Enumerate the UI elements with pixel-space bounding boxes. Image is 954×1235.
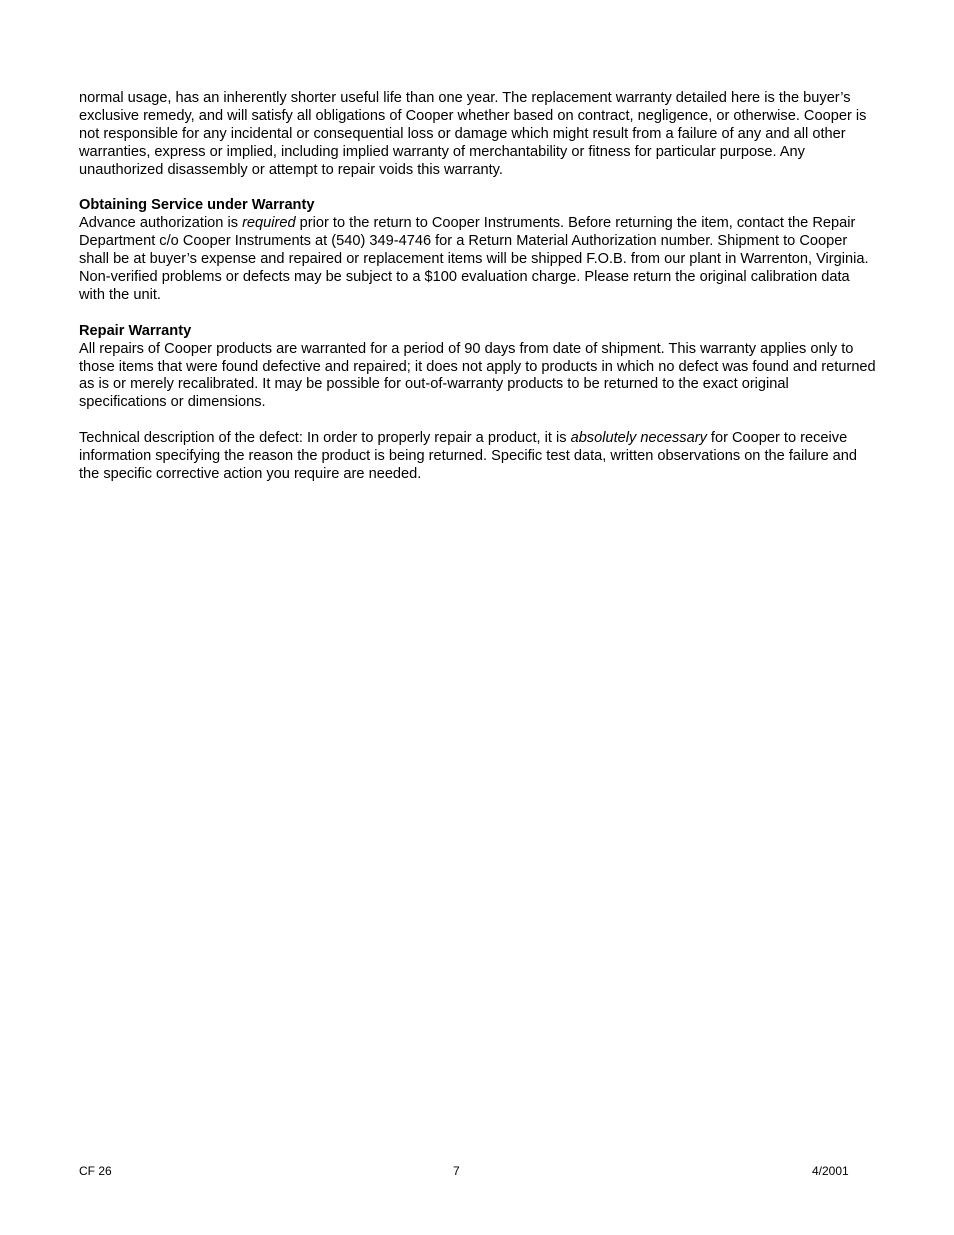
document-body [79,90,879,484]
warranty-continuation-paragraph: normal usage, has an inherently shorter useful life than one year. The replacement warranty detailed here is the buyer’s exclusive remedy, and will satisfy all obligations of Cooper whether based on contract, negligence, or otherwise. Cooper is not responsible for any incidental or consequential loss or damage which might result from a failure of any and all other warranties, express or implied, including implied warranty of merchantability or fitness for particular purpose. Any unauthorized disassembly or attempt to repair voids this warranty. [79,90,867,178]
technical-text-start: Technical description of the defect: In order to properly repair a product, it is [79,430,571,447]
service-text-start: Advance authorization is [79,215,243,232]
technical-description-paragraph [79,430,879,484]
footer-doc-code: CF 26 [79,1164,112,1178]
paragraph-gap [79,305,879,323]
technical-text-end: for Cooper to receive information specifying the reason the product is being returned. Specific test data, written observations on the failure and the specific corrective action you require are needed. [79,430,857,482]
service-section-heading: Obtaining Service under Warranty [79,197,315,214]
technical-emphasis: absolutely necessary [570,430,707,447]
service-section-paragraph [79,215,879,305]
service-emphasis-required: required [242,215,296,232]
repair-section-paragraph: All repairs of Cooper products are warranted for a period of 90 days from date of shipment. This warranty applies only to those items that were found defective and repaired; it does not apply to products in which no defect was found and returned as is or merely recalibrated. It may be possible for out-of-warranty products to be returned to the exact original specifications or dimensions. [79,340,876,411]
footer-page-number: 7 [453,1164,460,1178]
footer-date: 4/2001 [812,1164,849,1178]
paragraph-gap [79,412,879,430]
service-text-end: prior to the return to Cooper Instruments. Before returning the item, contact the Repair Department c/o Cooper Instruments at (540) 349-4746 for a Return Material Authorization number. Shipment to Cooper shall be at buyer’s expense and repaired or replacement items will be shipped F.O.B. from our plant in Warrenton, Virginia. Non-verified problems or defects may be subject to a $100 evaluation charge. Please return the original calibration data with the unit. [79,215,869,303]
paragraph-gap [79,180,879,198]
repair-section-heading: Repair Warranty [79,322,192,339]
